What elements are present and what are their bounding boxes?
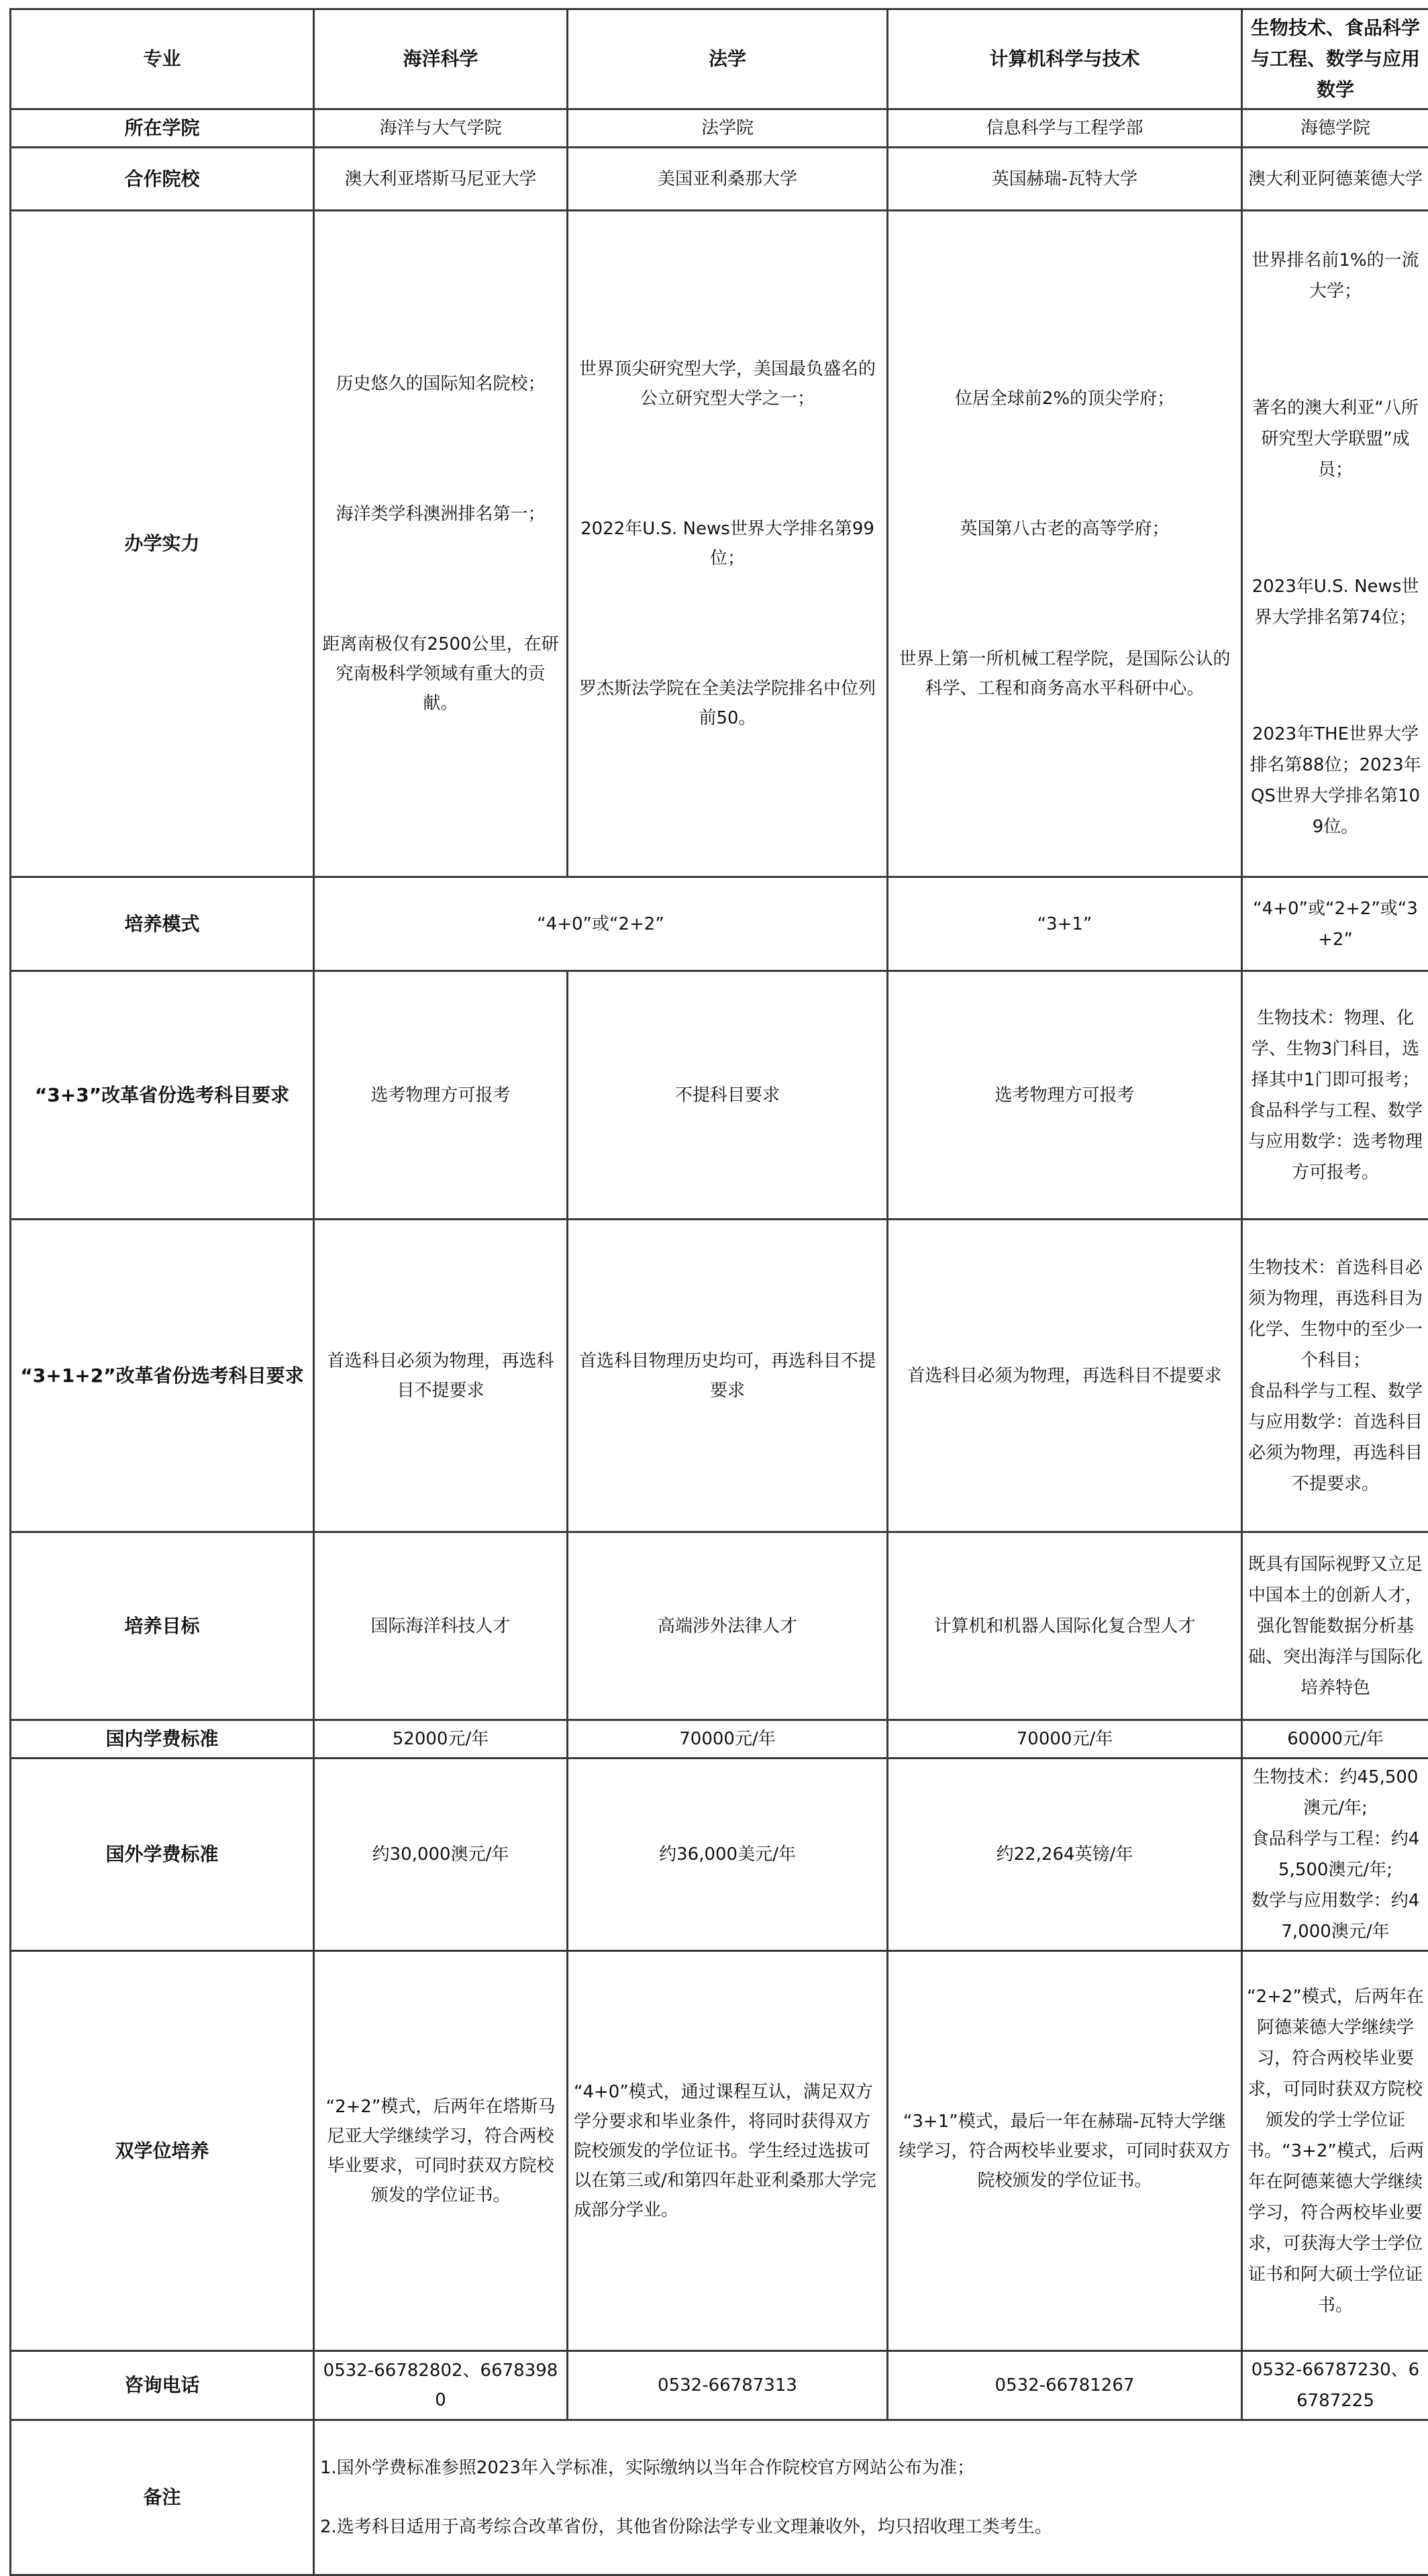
- strength-line: 海洋类学科澳洲排名第一；: [321, 499, 560, 529]
- strength-line: 罗杰斯法学院在全美法学院排名中位列前50。: [575, 674, 880, 733]
- row-label-notes: 备注: [11, 2420, 314, 2575]
- row-label-partner: 合作院校: [11, 148, 314, 211]
- strength-line: 世界上第一所机械工程学院，是国际公认的科学、工程和商务高水平科研中心。: [895, 644, 1234, 703]
- strength-line: 世界顶尖研究型大学，美国最负盛名的公立研究型大学之一；: [575, 354, 880, 413]
- strength-value: [1242, 211, 1428, 877]
- dual-degree-value: “2+2”模式，后两年在塔斯马尼亚大学继续学习，符合两校毕业要求，可同时获双方院校颁发的学位证书。: [314, 1951, 568, 2351]
- foreign-fee-value: 约36,000美元/年: [568, 1758, 888, 1951]
- row-label-mode: 培养模式: [11, 877, 314, 971]
- college-row: [11, 109, 1428, 148]
- row-label-strength: 办学实力: [11, 211, 314, 877]
- goal-value: 国际海洋科技人才: [314, 1532, 568, 1720]
- subjects-312-value: 首选科目物理历史均可，再选科目不提要求: [568, 1220, 888, 1532]
- strength-line: 英国第八古老的高等学府；: [895, 514, 1234, 544]
- dual-degree-value: “3+1”模式，最后一年在赫瑞-瓦特大学继续学习，符合两校毕业要求，可同时获双方院校颁发的学位证书。: [888, 1951, 1242, 2351]
- strength-line: 世界排名前1%的一流大学；: [1247, 245, 1424, 307]
- partner-value: 英国赫瑞-瓦特大学: [888, 148, 1242, 211]
- subjects-312-value: 生物技术：首选科目必须为物理，再选科目为化学、生物中的至少一个科目； 食品科学与工程、数学与应用数学：首选科目必须为物理，再选科目不提要求。: [1242, 1220, 1428, 1532]
- mode-value: “3+1”: [888, 877, 1242, 971]
- college-value: 法学院: [568, 109, 888, 148]
- foreign-fee-row: [11, 1758, 1428, 1951]
- subjects-33-value: 生物技术：物理、化学、生物3门科目，选择其中1门即可报考； 食品科学与工程、数学与应用数学：选考物理方可报考。: [1242, 971, 1428, 1220]
- row-label-domestic-fee: 国内学费标准: [11, 1720, 314, 1758]
- subjects-312-value: 首选科目必须为物理，再选科目不提要求: [888, 1220, 1242, 1532]
- strength-line: 2023年U.S. News世界大学排名第74位；: [1247, 571, 1424, 633]
- goal-value: 计算机和机器人国际化复合型人才: [888, 1532, 1242, 1720]
- domestic-fee-value: 70000元/年: [568, 1720, 888, 1758]
- phone-row: [11, 2351, 1428, 2420]
- phone-value: 0532-66787313: [568, 2351, 888, 2420]
- major-ocean-science: 海洋科学: [314, 9, 568, 109]
- strength-line: 历史悠久的国际知名院校；: [321, 369, 560, 399]
- dual-degree-row: [11, 1951, 1428, 2351]
- domestic-fee-value: 60000元/年: [1242, 1720, 1428, 1758]
- row-label-foreign-fee: 国外学费标准: [11, 1758, 314, 1951]
- dual-degree-value: “4+0”模式，通过课程互认，满足双方学分要求和毕业条件，将同时获得双方院校颁发的学位证书。学生经过选拔可以在第三或/和第四年赴亚利桑那大学完成部分学业。: [568, 1951, 888, 2351]
- subjects-312-row: [11, 1220, 1428, 1532]
- phone-value: 0532-66781267: [888, 2351, 1242, 2420]
- subjects-33-row: [11, 971, 1428, 1220]
- goal-value: 高端涉外法律人才: [568, 1532, 888, 1720]
- phone-value: 0532-66787230、66787225: [1242, 2351, 1428, 2420]
- strength-value: [314, 211, 568, 877]
- row-label-subjects-33: “3+3”改革省份选考科目要求: [11, 971, 314, 1220]
- strength-line: 距离南极仅有2500公里，在研究南极科学领域有重大的贡献。: [321, 630, 560, 718]
- subjects-33-value: 选考物理方可报考: [888, 971, 1242, 1220]
- notes-row: [11, 2420, 1428, 2575]
- row-label-dual-degree: 双学位培养: [11, 1951, 314, 2351]
- mode-value: “4+0”或“2+2”或“3+2”: [1242, 877, 1428, 971]
- row-label-subjects-312: “3+1+2”改革省份选考科目要求: [11, 1220, 314, 1532]
- goal-value: 既具有国际视野又立足中国本土的创新人才，强化智能数据分析基础、突出海洋与国际化培养特色: [1242, 1532, 1428, 1720]
- domestic-fee-value: 70000元/年: [888, 1720, 1242, 1758]
- college-value: 海德学院: [1242, 109, 1428, 148]
- strength-line: 著名的澳大利亚“八所研究型大学联盟”成员；: [1247, 393, 1424, 485]
- subjects-33-value: 选考物理方可报考: [314, 971, 568, 1220]
- strength-value: [568, 211, 888, 877]
- college-value: 信息科学与工程学部: [888, 109, 1242, 148]
- foreign-fee-value: 约30,000澳元/年: [314, 1758, 568, 1951]
- dual-degree-value: “2+2”模式，后两年在阿德莱德大学继续学习，符合两校毕业要求，可同时获双方院校颁发的学士学位证书。“3+2”模式，后两年在阿德莱德大学继续学习，符合两校毕业要求，可获海大学士学位证书和阿大硕士学位证书。: [1242, 1951, 1428, 2351]
- partner-row: [11, 148, 1428, 211]
- row-label-phone: 咨询电话: [11, 2351, 314, 2420]
- major-law: 法学: [568, 9, 888, 109]
- header-label: 专业: [11, 9, 314, 109]
- strength-row: [11, 211, 1428, 877]
- notes-value: [314, 2420, 1428, 2575]
- header-row: [11, 9, 1428, 109]
- domestic-fee-row: [11, 1720, 1428, 1758]
- foreign-fee-value: 生物技术：约45,500澳元/年; 食品科学与工程：约45,500澳元/年; 数学与应用数学：约47,000澳元/年: [1242, 1758, 1428, 1951]
- major-computer-science: 计算机科学与技术: [888, 9, 1242, 109]
- note-line: 1.国外学费标准参照2023年入学标准，实际缴纳以当年合作院校官方网站公布为准；: [320, 2453, 1424, 2483]
- mode-row: [11, 877, 1428, 971]
- note-line: 2.选考科目适用于高考综合改革省份，其他省份除法学专业文理兼收外，均只招收理工类考生。: [320, 2512, 1424, 2542]
- row-label-college: 所在学院: [11, 109, 314, 148]
- phone-value: 0532-66782802、66783980: [314, 2351, 568, 2420]
- partner-value: 澳大利亚阿德莱德大学: [1242, 148, 1428, 211]
- college-value: 海洋与大气学院: [314, 109, 568, 148]
- partner-value: 澳大利亚塔斯马尼亚大学: [314, 148, 568, 211]
- subjects-33-value: 不提科目要求: [568, 971, 888, 1220]
- program-comparison-table: [9, 8, 1428, 2576]
- subjects-312-value: 首选科目必须为物理，再选科目不提要求: [314, 1220, 568, 1532]
- goal-row: [11, 1532, 1428, 1720]
- strength-value: [888, 211, 1242, 877]
- major-biotech-food-math: 生物技术、食品科学与工程、数学与应用数学: [1242, 9, 1428, 109]
- partner-value: 美国亚利桑那大学: [568, 148, 888, 211]
- mode-value: “4+0”或“2+2”: [314, 877, 888, 971]
- foreign-fee-value: 约22,264英镑/年: [888, 1758, 1242, 1951]
- strength-line: 位居全球前2%的顶尖学府；: [895, 384, 1234, 413]
- strength-line: 2022年U.S. News世界大学排名第99位；: [575, 514, 880, 573]
- strength-line: 2023年THE世界大学排名第88位；2023年QS世界大学排名第109位。: [1247, 719, 1424, 842]
- domestic-fee-value: 52000元/年: [314, 1720, 568, 1758]
- row-label-goal: 培养目标: [11, 1532, 314, 1720]
